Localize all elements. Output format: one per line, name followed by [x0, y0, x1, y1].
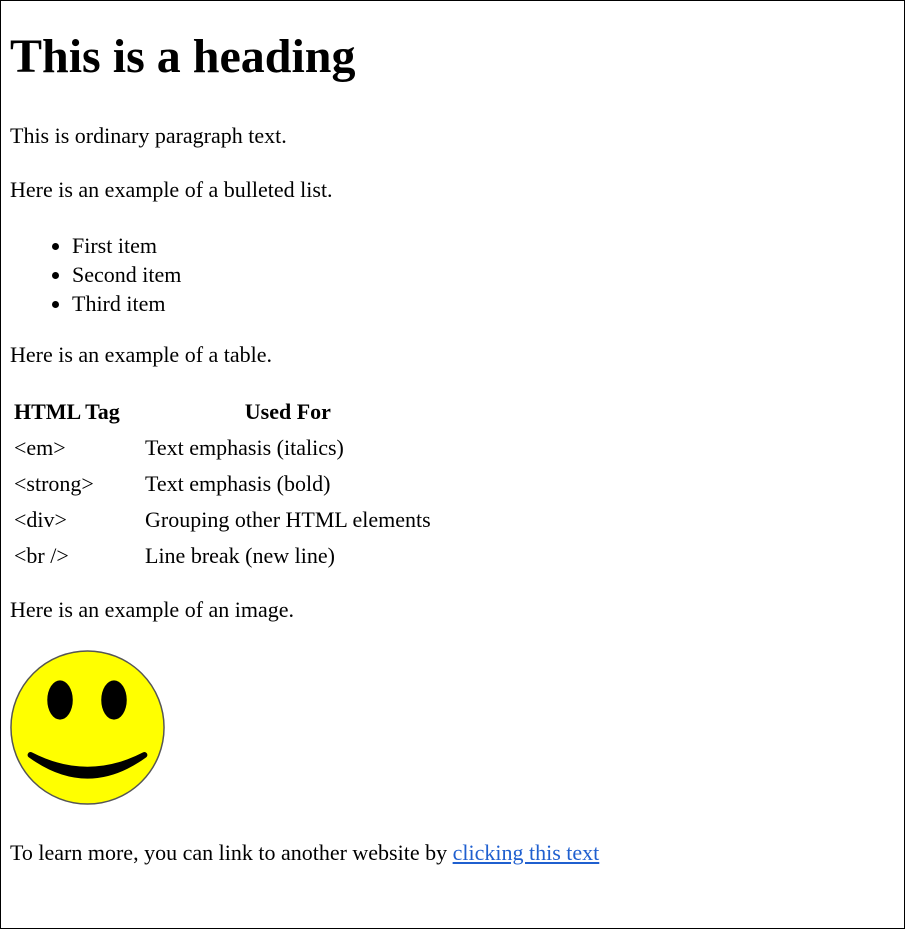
smiley-left-eye [47, 680, 73, 719]
page-heading: This is a heading [10, 30, 356, 83]
table-cell-tag: <em> [14, 435, 66, 460]
smiley-face-circle [11, 651, 164, 804]
image-intro-paragraph: Here is an example of an image. [10, 597, 295, 622]
table-cell-usage: Text emphasis (bold) [145, 471, 331, 496]
table-header-html-tag: HTML Tag [14, 399, 120, 424]
table-row [10, 539, 435, 575]
html-tags-table [10, 397, 435, 575]
link-intro-text: To learn more, you can link to another website by [10, 840, 453, 865]
list-item: • First item [72, 231, 181, 260]
link-paragraph [10, 842, 599, 864]
table-row [10, 503, 435, 539]
bulleted-list [10, 231, 181, 318]
table-cell-tag: <div> [14, 507, 67, 532]
table-header-used-for: Used For [244, 399, 331, 424]
list-intro-paragraph: Here is an example of a bulleted list. [10, 177, 333, 202]
intro-paragraph: This is ordinary paragraph text. [10, 123, 287, 148]
list-item: • Second item [72, 260, 181, 289]
table-cell-tag: <strong> [14, 471, 94, 496]
table-row [10, 431, 435, 467]
table-cell-usage: Line break (new line) [145, 543, 335, 568]
list-item: • Third item [72, 289, 181, 318]
table-cell-usage: Text emphasis (italics) [145, 435, 344, 460]
external-website-link[interactable]: clicking this text [452, 840, 600, 865]
table-intro-paragraph: Here is an example of a table. [10, 342, 273, 367]
smiley-right-eye [101, 680, 127, 719]
table-cell-usage: Grouping other HTML elements [145, 507, 431, 532]
table-header-row [10, 397, 435, 431]
smiley-face-icon [9, 649, 166, 806]
table-cell-tag: <br /> [14, 543, 69, 568]
table-row [10, 467, 435, 503]
